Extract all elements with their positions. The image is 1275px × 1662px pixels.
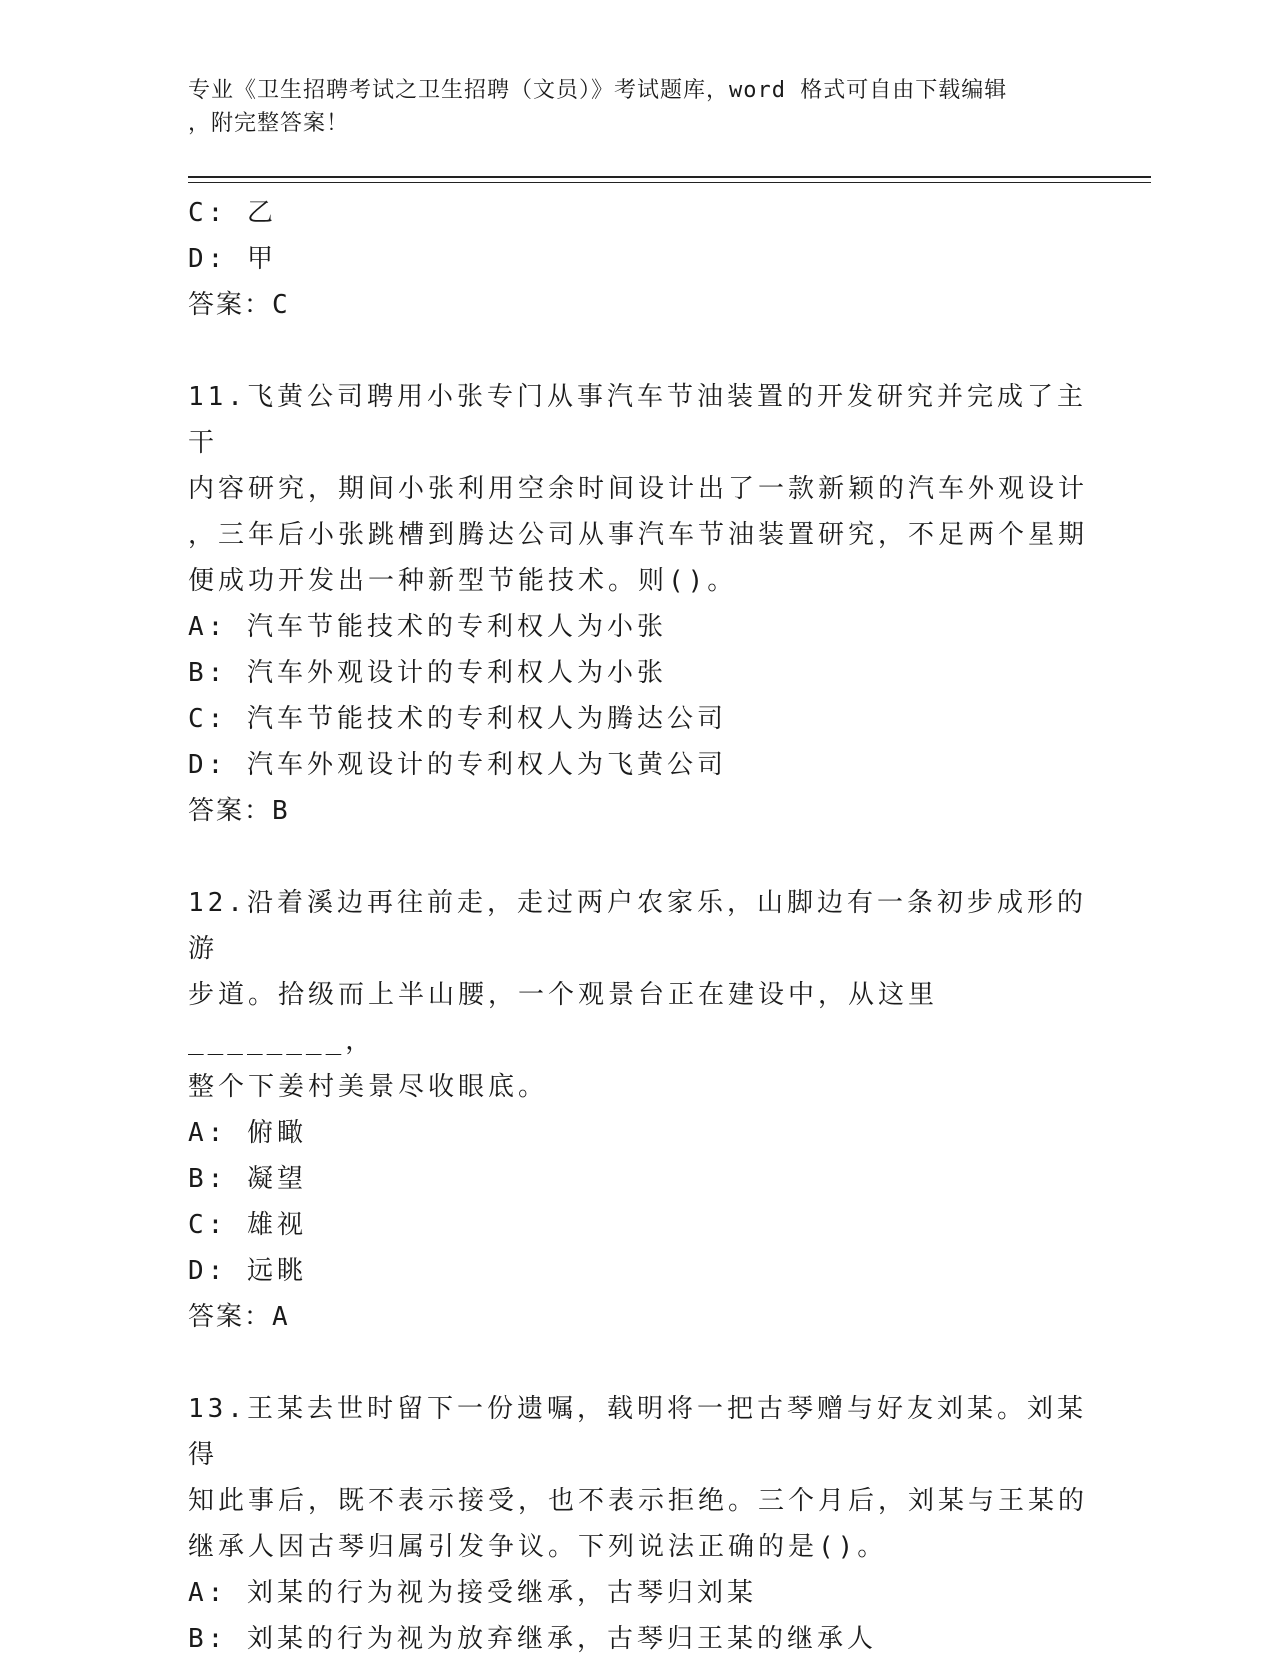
- option-c: C: 雄视: [188, 1210, 307, 1240]
- stem-line: 整个下姜村美景尽收眼底。: [188, 1072, 549, 1102]
- option-d: D: 远眺: [188, 1256, 307, 1286]
- stem-line: 内容研究，期间小张利用空余时间设计出了一款新颖的汽车外观设计: [188, 474, 1089, 504]
- answer-line: 答案：B: [188, 796, 290, 826]
- question-10-tail: [188, 190, 1088, 328]
- stem-line: 步道。拾级而上半山腰，一个观景台正在建设中，从这里________，: [188, 980, 939, 1056]
- option-b: B: 汽车外观设计的专利权人为小张: [188, 658, 667, 688]
- stem-line: 继承人因古琴归属引发争议。下列说法正确的是()。: [188, 1532, 888, 1562]
- option-c: C: 汽车节能技术的专利权人为腾达公司: [188, 704, 727, 734]
- option-d: D: 甲: [188, 244, 277, 274]
- stem-line: 13.王某去世时留下一份遗嘱，载明将一把古琴赠与好友刘某。刘某得: [188, 1394, 1087, 1470]
- answer-line: 答案：C: [188, 290, 290, 320]
- stem-line: ，三年后小张跳槽到腾达公司从事汽车节油装置研究，不足两个星期: [188, 520, 1089, 550]
- question-12: [188, 880, 1088, 1340]
- option-a: A: 汽车节能技术的专利权人为小张: [188, 612, 667, 642]
- question-11: [188, 374, 1088, 834]
- option-d: D: 汽车外观设计的专利权人为飞黄公司: [188, 750, 727, 780]
- stem-line: 知此事后，既不表示接受，也不表示拒绝。三个月后，刘某与王某的: [188, 1486, 1089, 1516]
- question-list: [188, 190, 1088, 1662]
- option-c: C: 乙: [188, 198, 277, 228]
- answer-line: 答案：A: [188, 1302, 290, 1332]
- question-stem: [188, 1386, 1088, 1570]
- option-a: A: 刘某的行为视为接受继承，古琴归刘某: [188, 1578, 757, 1608]
- header-divider-thin: [188, 182, 1151, 183]
- option-a: A: 俯瞰: [188, 1118, 307, 1148]
- header-line-2: ，附完整答案！: [188, 111, 350, 136]
- question-stem: [188, 880, 1088, 1110]
- header-divider-thick: [188, 176, 1151, 178]
- document-header: [188, 74, 1068, 140]
- stem-line: 12.沿着溪边再往前走，走过两户农家乐，山脚边有一条初步成形的游: [188, 888, 1087, 964]
- option-b: B: 刘某的行为视为放弃继承，古琴归王某的继承人: [188, 1624, 877, 1654]
- header-line-1: 专业《卫生招聘考试之卫生招聘（文员）》考试题库，word 格式可自由下载编辑: [188, 78, 1008, 103]
- option-b: B: 凝望: [188, 1164, 307, 1194]
- question-stem: [188, 374, 1088, 604]
- stem-line: 11.飞黄公司聘用小张专门从事汽车节油装置的开发研究并完成了主干: [188, 382, 1087, 458]
- stem-line: 便成功开发出一种新型节能技术。则()。: [188, 566, 738, 596]
- question-13: [188, 1386, 1088, 1662]
